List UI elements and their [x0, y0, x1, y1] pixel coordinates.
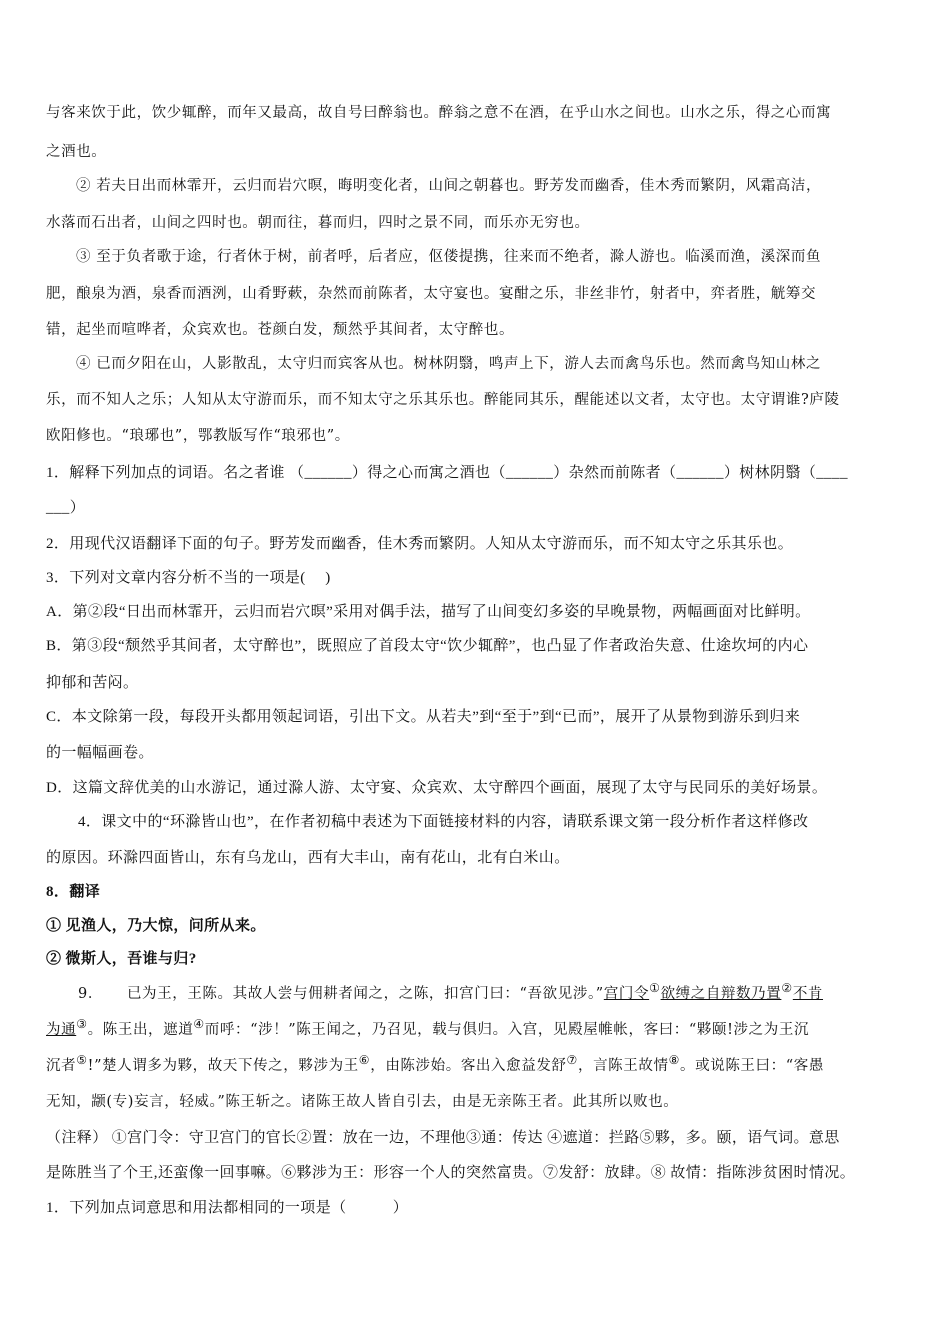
- question-8-number: 8．: [46, 884, 70, 900]
- paragraph-4-line: 欧阳修也。“琅琊也”，鄂教版写作“琅邪也”。: [46, 428, 350, 444]
- note-mark: ③: [76, 1017, 88, 1031]
- paragraph-3-line: ③ 至于负者歌于途，行者休于树，前者呼，后者应，伛偻提携，往来而不绝者，滁人游也。临溪而渔，溪深而鱼: [76, 249, 822, 265]
- question-9-line: [78, 981, 823, 1003]
- question-9-1: 1．下列加点词意思和用法都相同的一项是（ ）: [46, 1200, 409, 1216]
- question-9-number: 9．: [78, 985, 103, 1002]
- q9-text: ，由陈涉始。客出入愈益发舒: [370, 1057, 567, 1074]
- translation-sentence-2: ② 微斯人，吾谁与归?: [46, 951, 197, 967]
- question-1: 1．解释下列加点的词语。名之者谁 （______）得之心而寓之酒也（______）杂然而前陈者（______）树林阴翳（____: [46, 465, 848, 481]
- option-d: D．这篇文辞优美的山水游记，通过滁人游、太守宴、众宾欢、太守醉四个画面，展现了太守与民同乐的美好场景。: [46, 780, 828, 796]
- passage-line: 之酒也。: [46, 144, 107, 160]
- option-c-continued: 的一幅幅画卷。: [46, 745, 154, 761]
- paragraph-4-line: ④ 已而夕阳在山，人影散乱，太守归而宾客从也。树林阴翳，鸣声上下，游人去而禽鸟乐也。然而禽鸟知山林之: [76, 356, 822, 372]
- translation-sentence-1: ① 见渔人，乃大惊，问所从来。: [46, 918, 266, 934]
- question-1-continued: ___）: [46, 500, 86, 516]
- underlined-phrase: 欲缚之自辩数乃置: [660, 985, 782, 1002]
- paragraph-3-line: 错，起坐而喧哗者，众宾欢也。苍颜白发，颓然乎其间者，太守醉也。: [46, 322, 515, 338]
- passage-line: 与客来饮于此，饮少辄醉，而年又最高，故自号曰醉翁也。醉翁之意不在酒，在乎山水之间也。山水之乐，得之心而寓: [46, 105, 832, 121]
- option-a: A．第②段“日出而林霏开，云归而岩穴暝”采用对偶手法，描写了山间变幻多姿的早晚景物，两幅画面对比鲜明。: [46, 604, 811, 620]
- q9-text: 。陈王出，遮道: [87, 1021, 194, 1038]
- question-2: 2．用现代汉语翻译下面的句子。野芳发而幽香，佳木秀而繁阴。人知从太守游而乐，而不知太守之乐其乐也。: [46, 536, 794, 552]
- underlined-phrase: 宫门令: [603, 985, 650, 1002]
- paragraph-2-line: 水落而石出者，山间之四时也。朝而往，暮而归，四时之景不同，而乐亦无穷也。: [46, 215, 590, 231]
- question-4-continued: 的原因。环滁四面皆山，东有乌龙山，西有大丰山，南有花山，北有白米山。: [46, 850, 570, 866]
- paragraph-4-line: 乐，而不知人之乐；人知从太守游而乐，而不知太守之乐其乐也。醉能同其乐，醒能述以文者，太守也。太守谓谁?庐陵: [46, 392, 840, 408]
- question-8-heading: [46, 880, 100, 901]
- option-b-continued: 抑郁和苦闷。: [46, 675, 139, 691]
- question-9-line: [46, 1053, 824, 1075]
- note-mark: ④: [193, 1017, 205, 1031]
- q9-text: 。或说陈王曰：“客愚: [680, 1057, 824, 1074]
- note-mark: ①: [649, 981, 661, 995]
- note-mark: ⑧: [668, 1053, 681, 1067]
- q9-text: 沉者: [46, 1057, 77, 1074]
- paragraph-3-line: 肥，酿泉为酒，泉香而酒洌，山肴野蔌，杂然而前陈者，太守宴也。宴酣之乐，非丝非竹，射者中，弈者胜，觥筹交: [46, 286, 817, 302]
- question-9-line: 无知，颛(专)妄言，轻威。”陈王斩之。诸陈王故人皆自引去，由是无亲陈王者。此其所以败也。: [46, 1094, 679, 1110]
- question-3: 3．下列对文章内容分析不当的一项是( ): [46, 570, 331, 586]
- option-b: B．第③段“颓然乎其间者，太守醉也”，既照应了首段太守“饮少辄醉”，也凸显了作者政治失意、仕途坎坷的内心: [46, 638, 809, 654]
- paragraph-2-line: ② 若夫日出而林霏开，云归而岩穴暝，晦明变化者，山间之朝暮也。野芳发而幽香，佳木秀而繁阴，风霜高洁，: [76, 178, 822, 194]
- q9-text: 而呼：“涉！”陈王闻之，乃召见，载与俱归。入宫，见殿屋帷帐，客曰：“夥颐!涉之为王沉: [204, 1021, 810, 1038]
- question-9-line: [46, 1017, 809, 1039]
- annotation-line: （注释） ①宫门令：守卫宫门的官长②置：放在一边，不理他③通：传达 ④遮道：拦路⑤夥，多。颐，语气词。意思: [46, 1130, 840, 1146]
- note-mark: ⑤: [76, 1053, 88, 1067]
- option-c: C．本文除第一段，每段开头都用领起词语，引出下文。从若夫”到“至于”到“已而”，展开了从景物到游乐到归来: [46, 709, 801, 725]
- annotation-line: 是陈胜当了个王,还蛮像一回事嘛。⑥夥涉为王：形容一个人的突然富贵。⑦发舒：放肆。⑧ 故情：指陈涉贫困时情况。: [46, 1165, 856, 1181]
- question-4: 4．课文中的“环滁皆山也”，在作者初稿中表述为下面链接材料的内容，请联系课文第一段分析作者这样修改: [78, 814, 809, 830]
- underlined-phrase: 为通: [46, 1021, 77, 1038]
- note-mark: ②: [781, 981, 793, 995]
- underlined-phrase: 不肯: [792, 985, 824, 1002]
- note-mark: ⑦: [566, 1053, 578, 1067]
- note-mark: ⑥: [358, 1053, 371, 1067]
- q9-text: !”楚人谓多为夥，故天下传之，夥涉为王: [87, 1057, 359, 1074]
- q9-text: 已为王，王陈。其故人尝与佣耕者闻之，之陈，扣宫门曰：“吾欲见涉。”: [126, 985, 604, 1002]
- question-8-title: 翻译: [69, 884, 101, 900]
- q9-text: ，言陈王故情: [577, 1057, 669, 1074]
